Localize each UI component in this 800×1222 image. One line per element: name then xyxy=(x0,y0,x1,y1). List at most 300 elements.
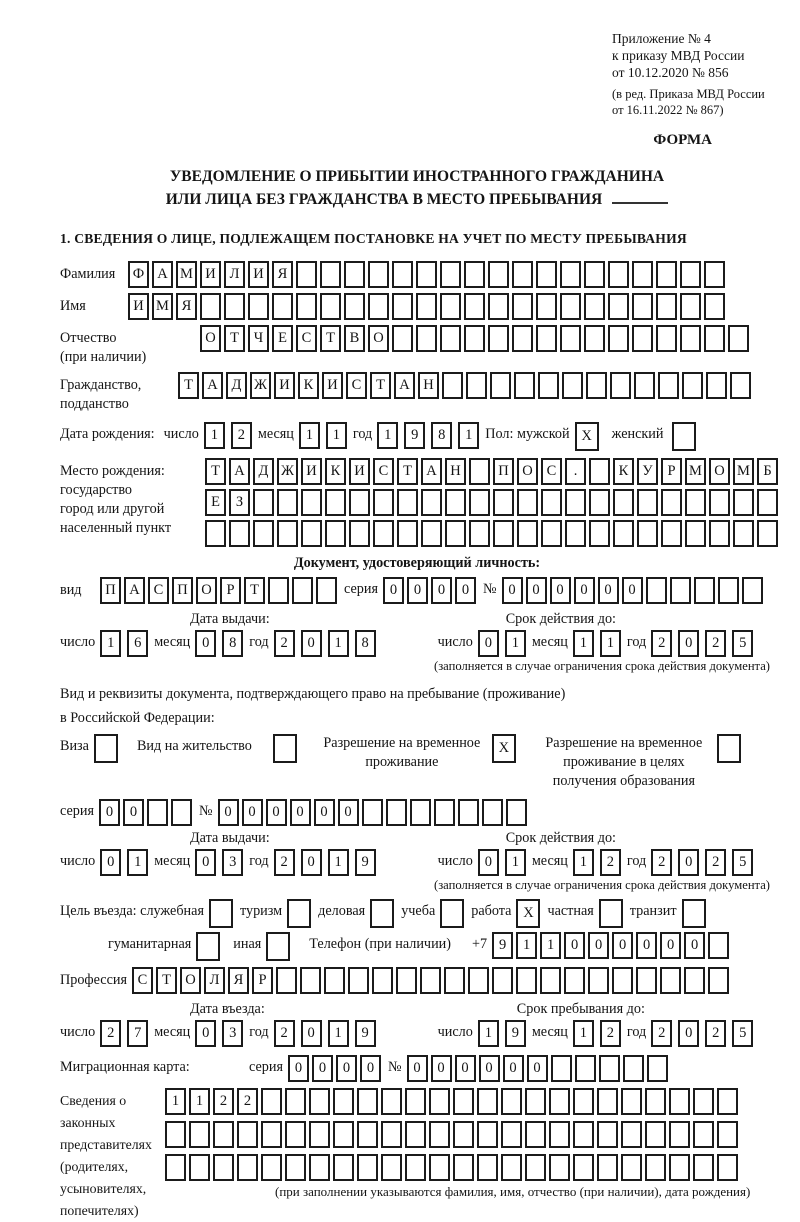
form-cell[interactable]: 6 xyxy=(127,630,148,657)
form-cell[interactable] xyxy=(488,293,509,320)
form-cell[interactable]: 2 xyxy=(237,1088,258,1115)
form-cell[interactable] xyxy=(285,1088,306,1115)
form-cell[interactable] xyxy=(757,520,778,547)
form-cell[interactable]: Р xyxy=(252,967,273,994)
form-cell[interactable]: 0 xyxy=(478,849,499,876)
form-cell[interactable] xyxy=(325,489,346,516)
form-cell[interactable] xyxy=(637,520,658,547)
form-cell[interactable]: Т xyxy=(244,577,265,604)
form-cell[interactable] xyxy=(309,1088,330,1115)
form-cell[interactable] xyxy=(344,293,365,320)
form-cell[interactable]: X xyxy=(575,422,599,451)
form-cell[interactable] xyxy=(261,1121,282,1148)
form-cell[interactable]: Е xyxy=(272,325,293,352)
form-cell[interactable] xyxy=(357,1154,378,1181)
form-cell[interactable] xyxy=(717,1154,738,1181)
form-cell[interactable] xyxy=(453,1088,474,1115)
form-cell[interactable]: Т xyxy=(224,325,245,352)
form-cell[interactable] xyxy=(386,799,407,826)
form-cell[interactable] xyxy=(248,293,269,320)
form-cell[interactable] xyxy=(597,1121,618,1148)
form-cell[interactable]: 0 xyxy=(360,1055,381,1082)
form-cell[interactable]: Д xyxy=(226,372,247,399)
form-cell[interactable] xyxy=(492,967,513,994)
form-cell[interactable] xyxy=(541,520,562,547)
form-cell[interactable] xyxy=(656,325,677,352)
form-cell[interactable]: 0 xyxy=(588,932,609,959)
form-cell[interactable] xyxy=(357,1088,378,1115)
form-cell[interactable]: 2 xyxy=(274,1020,295,1047)
form-cell[interactable] xyxy=(325,520,346,547)
form-cell[interactable]: 1 xyxy=(165,1088,186,1115)
form-cell[interactable] xyxy=(693,1154,714,1181)
form-cell[interactable] xyxy=(589,458,610,485)
form-cell[interactable]: 0 xyxy=(407,577,428,604)
form-cell[interactable] xyxy=(708,932,729,959)
form-cell[interactable]: О xyxy=(196,577,217,604)
form-cell[interactable] xyxy=(333,1121,354,1148)
form-cell[interactable] xyxy=(333,1154,354,1181)
form-cell[interactable]: 0 xyxy=(100,849,121,876)
form-cell[interactable] xyxy=(292,577,313,604)
form-cell[interactable]: 0 xyxy=(314,799,335,826)
form-cell[interactable] xyxy=(429,1121,450,1148)
form-cell[interactable] xyxy=(392,261,413,288)
form-cell[interactable] xyxy=(396,967,417,994)
form-cell[interactable] xyxy=(253,520,274,547)
form-cell[interactable] xyxy=(717,734,741,763)
form-cell[interactable]: 0 xyxy=(678,630,699,657)
form-cell[interactable]: 0 xyxy=(503,1055,524,1082)
form-cell[interactable] xyxy=(708,967,729,994)
form-cell[interactable]: 2 xyxy=(600,1020,621,1047)
form-cell[interactable] xyxy=(501,1154,522,1181)
form-cell[interactable] xyxy=(525,1154,546,1181)
form-cell[interactable] xyxy=(309,1154,330,1181)
form-cell[interactable] xyxy=(453,1121,474,1148)
form-cell[interactable] xyxy=(381,1121,402,1148)
form-cell[interactable]: 0 xyxy=(383,577,404,604)
form-cell[interactable] xyxy=(728,325,749,352)
form-cell[interactable]: С xyxy=(296,325,317,352)
form-cell[interactable] xyxy=(584,261,605,288)
form-cell[interactable]: У xyxy=(637,458,658,485)
form-cell[interactable] xyxy=(320,261,341,288)
form-cell[interactable] xyxy=(147,799,168,826)
form-cell[interactable]: П xyxy=(172,577,193,604)
form-cell[interactable] xyxy=(287,899,311,928)
form-cell[interactable]: 1 xyxy=(204,422,225,449)
form-cell[interactable]: И xyxy=(301,458,322,485)
form-cell[interactable] xyxy=(669,1088,690,1115)
form-cell[interactable]: 0 xyxy=(242,799,263,826)
form-cell[interactable]: 5 xyxy=(732,630,753,657)
form-cell[interactable] xyxy=(213,1154,234,1181)
form-cell[interactable] xyxy=(670,577,691,604)
form-cell[interactable] xyxy=(733,489,754,516)
form-cell[interactable] xyxy=(421,489,442,516)
form-cell[interactable]: 1 xyxy=(377,422,398,449)
form-cell[interactable]: 2 xyxy=(600,849,621,876)
form-cell[interactable] xyxy=(189,1121,210,1148)
form-cell[interactable]: Я xyxy=(272,261,293,288)
form-cell[interactable]: 5 xyxy=(732,849,753,876)
form-cell[interactable] xyxy=(196,932,220,961)
form-cell[interactable]: 1 xyxy=(600,630,621,657)
form-cell[interactable] xyxy=(333,1088,354,1115)
form-cell[interactable] xyxy=(296,261,317,288)
form-cell[interactable]: . xyxy=(565,458,586,485)
form-cell[interactable] xyxy=(621,1088,642,1115)
form-cell[interactable]: 1 xyxy=(573,849,594,876)
form-cell[interactable] xyxy=(694,577,715,604)
form-cell[interactable] xyxy=(597,1088,618,1115)
form-cell[interactable] xyxy=(656,293,677,320)
form-cell[interactable] xyxy=(536,261,557,288)
form-cell[interactable]: 1 xyxy=(328,630,349,657)
form-cell[interactable] xyxy=(94,734,118,763)
form-cell[interactable] xyxy=(316,577,337,604)
form-cell[interactable] xyxy=(397,520,418,547)
form-cell[interactable]: О xyxy=(517,458,538,485)
form-cell[interactable] xyxy=(597,1154,618,1181)
form-cell[interactable]: Т xyxy=(370,372,391,399)
form-cell[interactable] xyxy=(200,293,221,320)
form-cell[interactable] xyxy=(645,1121,666,1148)
form-cell[interactable]: 0 xyxy=(195,1020,216,1047)
form-cell[interactable]: 0 xyxy=(338,799,359,826)
form-cell[interactable]: Т xyxy=(205,458,226,485)
form-cell[interactable] xyxy=(573,1088,594,1115)
form-cell[interactable]: 0 xyxy=(407,1055,428,1082)
form-cell[interactable] xyxy=(709,520,730,547)
form-cell[interactable] xyxy=(599,1055,620,1082)
form-cell[interactable]: 2 xyxy=(100,1020,121,1047)
form-cell[interactable]: 0 xyxy=(550,577,571,604)
form-cell[interactable] xyxy=(525,1121,546,1148)
form-cell[interactable] xyxy=(301,520,322,547)
form-cell[interactable] xyxy=(372,967,393,994)
form-cell[interactable]: К xyxy=(298,372,319,399)
form-cell[interactable] xyxy=(549,1088,570,1115)
form-cell[interactable]: И xyxy=(248,261,269,288)
form-cell[interactable]: 2 xyxy=(705,849,726,876)
form-cell[interactable] xyxy=(562,372,583,399)
form-cell[interactable]: З xyxy=(229,489,250,516)
form-cell[interactable]: 7 xyxy=(127,1020,148,1047)
form-cell[interactable]: 2 xyxy=(274,849,295,876)
form-cell[interactable]: 1 xyxy=(505,630,526,657)
form-cell[interactable]: 0 xyxy=(218,799,239,826)
form-cell[interactable]: А xyxy=(152,261,173,288)
form-cell[interactable] xyxy=(647,1055,668,1082)
form-cell[interactable]: 1 xyxy=(573,630,594,657)
form-cell[interactable] xyxy=(706,372,727,399)
form-cell[interactable] xyxy=(469,458,490,485)
form-cell[interactable] xyxy=(434,799,455,826)
form-cell[interactable] xyxy=(564,967,585,994)
form-cell[interactable] xyxy=(344,261,365,288)
form-cell[interactable] xyxy=(397,489,418,516)
form-cell[interactable] xyxy=(261,1088,282,1115)
form-cell[interactable] xyxy=(584,293,605,320)
form-cell[interactable] xyxy=(660,967,681,994)
form-cell[interactable] xyxy=(586,372,607,399)
form-cell[interactable] xyxy=(658,372,679,399)
form-cell[interactable] xyxy=(421,520,442,547)
form-cell[interactable] xyxy=(429,1088,450,1115)
form-cell[interactable] xyxy=(285,1154,306,1181)
form-cell[interactable] xyxy=(266,932,290,961)
form-cell[interactable] xyxy=(429,1154,450,1181)
form-cell[interactable] xyxy=(560,261,581,288)
form-cell[interactable]: 1 xyxy=(189,1088,210,1115)
form-cell[interactable] xyxy=(357,1121,378,1148)
form-cell[interactable]: 0 xyxy=(478,630,499,657)
form-cell[interactable]: 8 xyxy=(222,630,243,657)
form-cell[interactable]: Я xyxy=(176,293,197,320)
form-cell[interactable] xyxy=(464,325,485,352)
form-cell[interactable] xyxy=(541,489,562,516)
form-cell[interactable] xyxy=(416,261,437,288)
form-cell[interactable]: Б xyxy=(757,458,778,485)
form-cell[interactable] xyxy=(482,799,503,826)
form-cell[interactable] xyxy=(608,293,629,320)
form-cell[interactable]: 0 xyxy=(431,577,452,604)
form-cell[interactable] xyxy=(637,489,658,516)
form-cell[interactable] xyxy=(680,293,701,320)
form-cell[interactable]: Р xyxy=(661,458,682,485)
form-cell[interactable] xyxy=(348,967,369,994)
form-cell[interactable]: 0 xyxy=(678,849,699,876)
form-cell[interactable] xyxy=(368,261,389,288)
form-cell[interactable] xyxy=(551,1055,572,1082)
form-cell[interactable]: О xyxy=(709,458,730,485)
form-cell[interactable]: К xyxy=(325,458,346,485)
form-cell[interactable]: 1 xyxy=(505,849,526,876)
form-cell[interactable] xyxy=(621,1121,642,1148)
form-cell[interactable] xyxy=(165,1121,186,1148)
form-cell[interactable] xyxy=(575,1055,596,1082)
form-cell[interactable]: 0 xyxy=(123,799,144,826)
form-cell[interactable] xyxy=(704,293,725,320)
form-cell[interactable]: 2 xyxy=(705,630,726,657)
form-cell[interactable] xyxy=(645,1154,666,1181)
form-cell[interactable]: О xyxy=(368,325,389,352)
form-cell[interactable]: 1 xyxy=(326,422,347,449)
form-cell[interactable]: И xyxy=(322,372,343,399)
form-cell[interactable]: 0 xyxy=(301,630,322,657)
form-cell[interactable] xyxy=(680,325,701,352)
form-cell[interactable]: 0 xyxy=(301,849,322,876)
form-cell[interactable]: 0 xyxy=(266,799,287,826)
form-cell[interactable]: А xyxy=(124,577,145,604)
form-cell[interactable] xyxy=(381,1154,402,1181)
form-cell[interactable]: 1 xyxy=(516,932,537,959)
form-cell[interactable] xyxy=(466,372,487,399)
form-cell[interactable]: А xyxy=(229,458,250,485)
form-cell[interactable] xyxy=(349,489,370,516)
form-cell[interactable]: 3 xyxy=(222,1020,243,1047)
form-cell[interactable] xyxy=(693,1088,714,1115)
form-cell[interactable]: 1 xyxy=(540,932,561,959)
form-cell[interactable] xyxy=(324,967,345,994)
form-cell[interactable] xyxy=(468,967,489,994)
form-cell[interactable]: Н xyxy=(445,458,466,485)
form-cell[interactable]: И xyxy=(128,293,149,320)
form-cell[interactable] xyxy=(613,520,634,547)
form-cell[interactable] xyxy=(392,325,413,352)
form-cell[interactable] xyxy=(684,967,705,994)
form-cell[interactable] xyxy=(613,489,634,516)
form-cell[interactable] xyxy=(632,261,653,288)
form-cell[interactable] xyxy=(416,325,437,352)
form-cell[interactable] xyxy=(512,293,533,320)
form-cell[interactable] xyxy=(488,261,509,288)
form-cell[interactable] xyxy=(717,1088,738,1115)
form-cell[interactable]: Л xyxy=(224,261,245,288)
form-cell[interactable] xyxy=(685,489,706,516)
form-cell[interactable] xyxy=(370,899,394,928)
form-cell[interactable] xyxy=(632,293,653,320)
form-cell[interactable] xyxy=(536,325,557,352)
form-cell[interactable]: 9 xyxy=(505,1020,526,1047)
form-cell[interactable]: 0 xyxy=(622,577,643,604)
form-cell[interactable]: С xyxy=(346,372,367,399)
form-cell[interactable]: 1 xyxy=(478,1020,499,1047)
form-cell[interactable] xyxy=(599,899,623,928)
form-cell[interactable]: 0 xyxy=(455,577,476,604)
form-cell[interactable] xyxy=(506,799,527,826)
form-cell[interactable]: 0 xyxy=(336,1055,357,1082)
form-cell[interactable] xyxy=(488,325,509,352)
form-cell[interactable]: 1 xyxy=(328,1020,349,1047)
form-cell[interactable] xyxy=(445,520,466,547)
form-cell[interactable]: 0 xyxy=(684,932,705,959)
form-cell[interactable] xyxy=(525,1088,546,1115)
form-cell[interactable] xyxy=(646,577,667,604)
form-cell[interactable]: 0 xyxy=(527,1055,548,1082)
form-cell[interactable] xyxy=(560,325,581,352)
form-cell[interactable] xyxy=(588,967,609,994)
form-cell[interactable] xyxy=(300,967,321,994)
form-cell[interactable] xyxy=(733,520,754,547)
form-cell[interactable] xyxy=(209,899,233,928)
form-cell[interactable] xyxy=(165,1154,186,1181)
form-cell[interactable] xyxy=(612,967,633,994)
form-cell[interactable]: В xyxy=(344,325,365,352)
form-cell[interactable]: 0 xyxy=(678,1020,699,1047)
form-cell[interactable]: О xyxy=(200,325,221,352)
form-cell[interactable]: 3 xyxy=(222,849,243,876)
form-cell[interactable] xyxy=(261,1154,282,1181)
form-cell[interactable]: 0 xyxy=(660,932,681,959)
form-cell[interactable]: 2 xyxy=(274,630,295,657)
form-cell[interactable]: X xyxy=(516,899,540,928)
form-cell[interactable]: 0 xyxy=(526,577,547,604)
form-cell[interactable]: 0 xyxy=(312,1055,333,1082)
form-cell[interactable] xyxy=(517,520,538,547)
form-cell[interactable] xyxy=(538,372,559,399)
form-cell[interactable]: 1 xyxy=(127,849,148,876)
form-cell[interactable]: 2 xyxy=(651,849,672,876)
form-cell[interactable]: 0 xyxy=(290,799,311,826)
form-cell[interactable]: Ж xyxy=(250,372,271,399)
form-cell[interactable] xyxy=(205,520,226,547)
form-cell[interactable]: А xyxy=(202,372,223,399)
form-cell[interactable] xyxy=(560,293,581,320)
form-cell[interactable] xyxy=(565,520,586,547)
form-cell[interactable]: 1 xyxy=(573,1020,594,1047)
form-cell[interactable]: 0 xyxy=(574,577,595,604)
form-cell[interactable] xyxy=(392,293,413,320)
form-cell[interactable] xyxy=(636,967,657,994)
form-cell[interactable]: 1 xyxy=(100,630,121,657)
form-cell[interactable]: Т xyxy=(320,325,341,352)
form-cell[interactable] xyxy=(309,1121,330,1148)
form-cell[interactable]: Р xyxy=(220,577,241,604)
form-cell[interactable] xyxy=(272,293,293,320)
form-cell[interactable]: 2 xyxy=(651,630,672,657)
form-cell[interactable] xyxy=(669,1154,690,1181)
form-cell[interactable]: 1 xyxy=(328,849,349,876)
form-cell[interactable] xyxy=(237,1154,258,1181)
form-cell[interactable] xyxy=(381,1088,402,1115)
form-cell[interactable] xyxy=(693,1121,714,1148)
form-cell[interactable]: 0 xyxy=(301,1020,322,1047)
form-cell[interactable] xyxy=(296,293,317,320)
form-cell[interactable] xyxy=(410,799,431,826)
form-cell[interactable]: Т xyxy=(397,458,418,485)
form-cell[interactable] xyxy=(440,261,461,288)
form-cell[interactable] xyxy=(277,489,298,516)
form-cell[interactable] xyxy=(224,293,245,320)
form-cell[interactable]: М xyxy=(152,293,173,320)
form-cell[interactable] xyxy=(416,293,437,320)
form-cell[interactable] xyxy=(549,1121,570,1148)
form-cell[interactable]: 2 xyxy=(213,1088,234,1115)
form-cell[interactable] xyxy=(704,325,725,352)
form-cell[interactable] xyxy=(362,799,383,826)
form-cell[interactable] xyxy=(453,1154,474,1181)
form-cell[interactable] xyxy=(540,967,561,994)
form-cell[interactable] xyxy=(477,1088,498,1115)
form-cell[interactable] xyxy=(717,1121,738,1148)
form-cell[interactable]: И xyxy=(274,372,295,399)
form-cell[interactable]: 9 xyxy=(492,932,513,959)
form-cell[interactable] xyxy=(669,1121,690,1148)
form-cell[interactable]: К xyxy=(613,458,634,485)
form-cell[interactable]: И xyxy=(349,458,370,485)
form-cell[interactable]: 2 xyxy=(705,1020,726,1047)
form-cell[interactable]: М xyxy=(685,458,706,485)
form-cell[interactable]: 0 xyxy=(502,577,523,604)
form-cell[interactable] xyxy=(608,325,629,352)
form-cell[interactable]: 5 xyxy=(732,1020,753,1047)
form-cell[interactable]: 8 xyxy=(355,630,376,657)
form-cell[interactable] xyxy=(573,1121,594,1148)
form-cell[interactable]: 2 xyxy=(651,1020,672,1047)
form-cell[interactable] xyxy=(730,372,751,399)
form-cell[interactable]: 8 xyxy=(431,422,452,449)
form-cell[interactable]: 0 xyxy=(636,932,657,959)
form-cell[interactable]: Л xyxy=(204,967,225,994)
form-cell[interactable] xyxy=(320,293,341,320)
form-cell[interactable]: Ж xyxy=(277,458,298,485)
form-cell[interactable]: 0 xyxy=(431,1055,452,1082)
form-cell[interactable]: 1 xyxy=(458,422,479,449)
form-cell[interactable] xyxy=(682,372,703,399)
